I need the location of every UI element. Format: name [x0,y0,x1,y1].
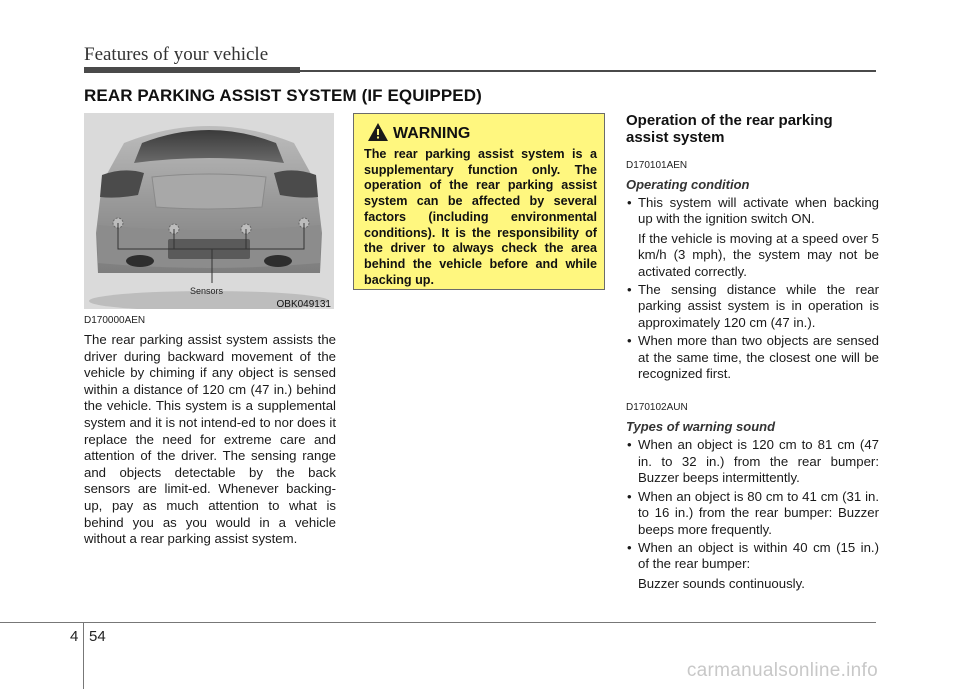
section-code: D170000AEN [84,315,146,326]
operating-condition-list [626,195,879,382]
header-title: Features of your vehicle [84,44,269,65]
subhead-operating-condition: Operating condition [626,177,750,192]
operation-column [626,112,879,594]
chapter-number: 4 [70,628,79,645]
list-item [626,333,879,382]
operation-code: D170101AEN [626,160,688,171]
warning-box [353,113,605,290]
warning-text: The rear parking assist system is a supplementary function only. The operation of the rear parking assist system can be affected by several factors (including environmental conditions). It is the responsibility of the driver to always check the area behind the vehicle before and while backing up. [364,147,597,287]
header-rule [84,67,300,73]
bullet-glyph: • [627,539,632,555]
operation-title: Operation of the rear parking assist system [626,112,833,146]
list-item-text: When an object is within 40 cm (15 in.) of the rear bumper: [638,539,879,572]
bullet-glyph: • [627,195,632,210]
subhead-warning-sound: Types of warning sound [626,419,776,435]
bullet-glyph: • [627,437,632,453]
warning-sound-code: D170102AUN [626,402,688,414]
list-item [626,540,879,592]
section-title: REAR PARKING ASSIST SYSTEM (IF EQUIPPED) [84,86,482,105]
list-item-text: When an object is 120 cm to 81 cm (47 in. to 32 in.) from the rear bumper: Buzzer beeps intermittently. [638,437,879,486]
list-item-extra: Buzzer sounds continuously. [638,575,805,591]
figure-code: OBK049131 [276,299,331,309]
bullet-glyph: • [627,282,632,298]
list-item-extra: If the vehicle is moving at a speed over 5 km/h (3 mph), the system may not be activated correctly. [638,230,879,279]
intro-paragraph: The rear parking assist system assists the driver during backward movement of the vehicle by chiming if any object is sensed within a distance of 120 cm (47 in.) behind the vehicle. This system is a supplemental system and it is not intend-ed to nor does it replace the need for extreme care and attention of the driver. The sensing range and objects detectable by the back sensors are limit-ed. Whenever backing-up, pay as much attention to what is behind you as you would in a vehicle without a rear parking assist system. [84,332,336,547]
car-rear-illustration [84,113,334,309]
list-item [626,282,879,331]
list-item-text: When an object is 80 cm to 41 cm (31 in. to 16 in.) from the rear bumper: Buzzer beeps more frequently. [638,488,879,537]
watermark: carmanualsonline.info [686,660,878,681]
warning-title: WARNING [393,125,471,142]
page-number: 54 [89,628,106,645]
list-item [626,437,879,486]
header-rule-thin [300,70,876,72]
bullet-glyph: • [627,333,632,349]
list-item-text: The sensing distance while the rear parking assist system is in operation is approximately 120 cm (47 in.). [638,282,879,330]
warning-triangle-icon [368,123,388,141]
list-item [626,195,879,280]
list-item-text: This system will activate when backing up with the ignition switch ON. [638,195,879,227]
list-item [626,489,879,538]
bullet-glyph: • [627,488,632,504]
warning-sound-list [626,437,879,592]
car-rear-figure [84,113,334,309]
list-item-text: When more than two objects are sensed at the same time, the closest one will be recognized first. [638,333,879,382]
footer-divider [83,623,84,689]
footer-rule [0,622,876,623]
figure-label-sensors: Sensors [190,286,224,296]
